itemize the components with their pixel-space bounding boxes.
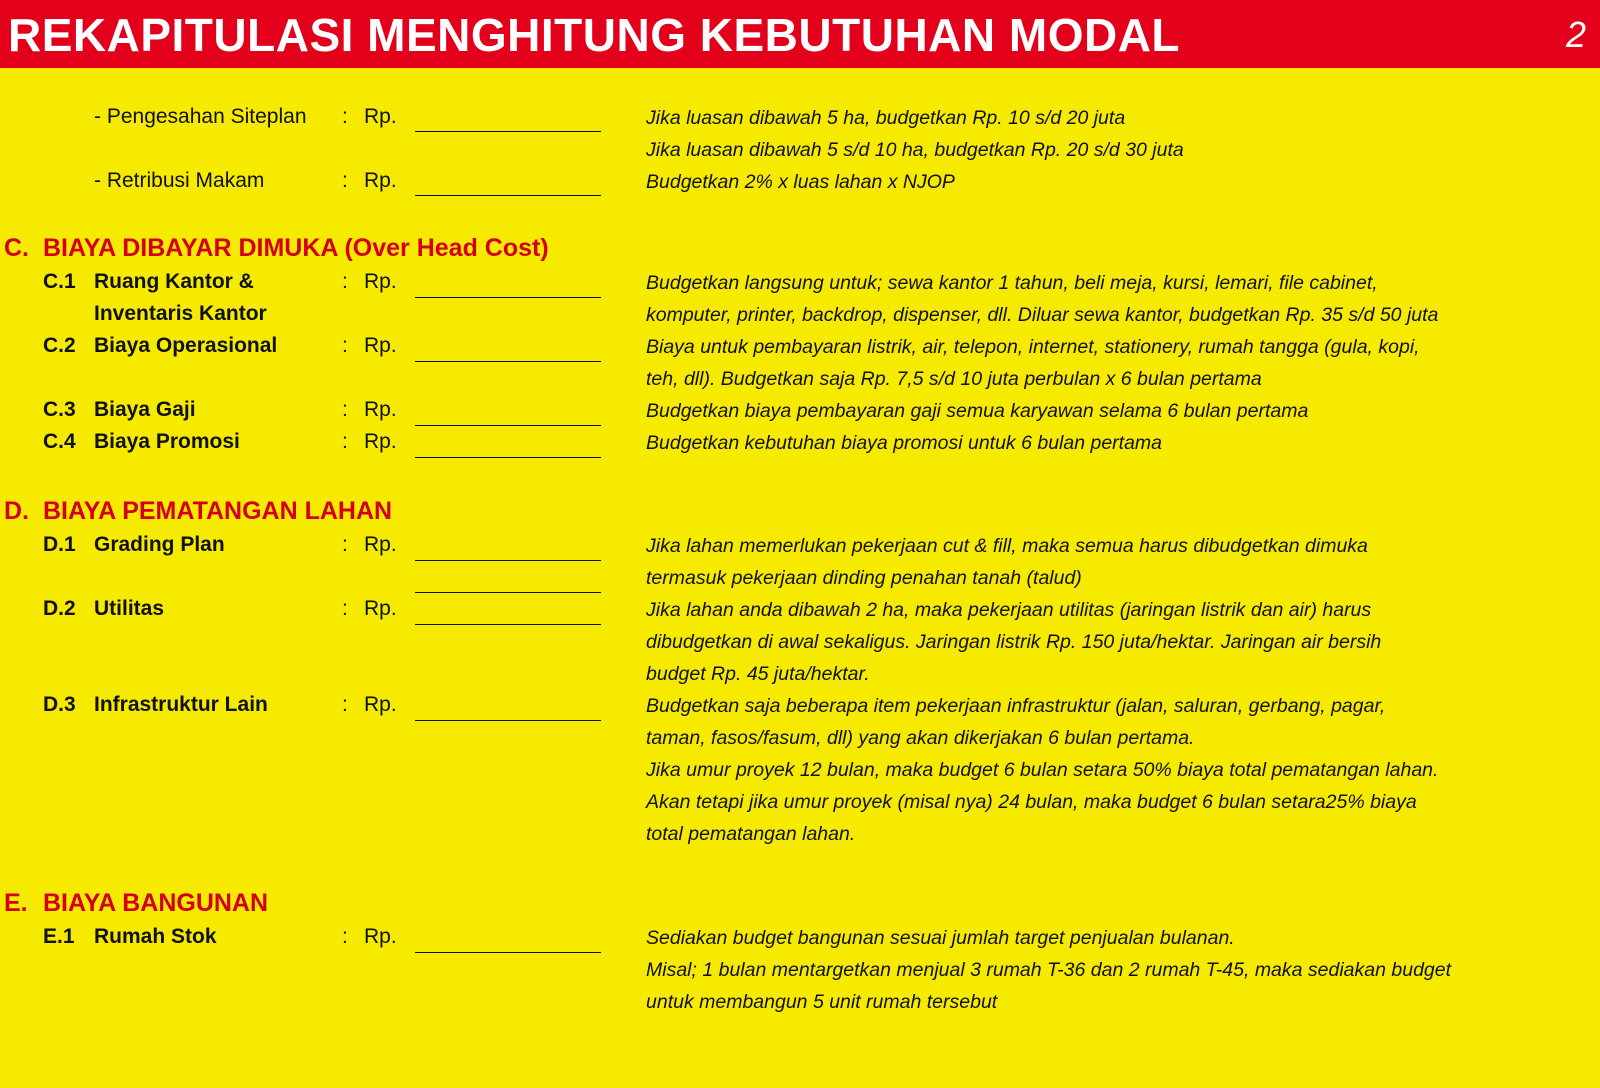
colon: :: [342, 105, 348, 128]
note-line: Budgetkan langsung untuk; sewa kantor 1 tahun, beli meja, kursi, lemari, file cabinet,: [646, 272, 1378, 294]
colon: :: [342, 597, 348, 620]
amount-blank-line[interactable]: [415, 425, 601, 426]
item-code: C.3: [43, 398, 76, 421]
currency-label: Rp.: [364, 398, 397, 421]
note-line: Budgetkan 2% x luas lahan x NJOP: [646, 171, 955, 193]
item-label: Biaya Gaji: [94, 398, 196, 421]
section-title-e: BIAYA BANGUNAN: [43, 889, 269, 917]
currency-label: Rp.: [364, 105, 397, 128]
colon: :: [342, 533, 348, 556]
item-label: Grading Plan: [94, 533, 225, 556]
colon: :: [342, 169, 348, 192]
amount-blank-line[interactable]: [415, 560, 601, 561]
item-label-pengesahan-siteplan: - Pengesahan Siteplan: [94, 105, 307, 128]
amount-blank-line[interactable]: [415, 297, 601, 298]
note-line: Jika lahan memerlukan pekerjaan cut & fill, maka semua harus dibudgetkan dimuka: [646, 535, 1368, 557]
note-line: Biaya untuk pembayaran listrik, air, telepon, internet, stationery, rumah tangga (gula, kopi,: [646, 336, 1420, 358]
note-line: Jika umur proyek 12 bulan, maka budget 6 bulan setara 50% biaya total pematangan lahan.: [646, 759, 1439, 781]
amount-blank-line[interactable]: [415, 624, 601, 625]
page-title: REKAPITULASI MENGHITUNG KEBUTUHAN MODAL: [8, 9, 1181, 61]
note-line: Budgetkan saja beberapa item pekerjaan infrastruktur (jalan, saluran, gerbang, pagar,: [646, 695, 1386, 717]
note-line: komputer, printer, backdrop, dispenser, dll. Diluar sewa kantor, budgetkan Rp. 35 s/d 50 juta: [646, 304, 1439, 326]
note-line: budget Rp. 45 juta/hektar.: [646, 663, 870, 685]
header-bar: [0, 0, 1600, 68]
currency-label: Rp.: [364, 925, 397, 948]
note-line: dibudgetkan di awal sekaligus. Jaringan listrik Rp. 150 juta/hektar. Jaringan air bersih: [646, 631, 1382, 653]
note-line: Sediakan budget bangunan sesuai jumlah target penjualan bulanan.: [646, 927, 1235, 949]
note-line: Budgetkan kebutuhan biaya promosi untuk 6 bulan pertama: [646, 432, 1163, 454]
amount-blank-line[interactable]: [415, 720, 601, 721]
colon: :: [342, 334, 348, 357]
note-line: Misal; 1 bulan mentargetkan menjual 3 rumah T-36 dan 2 rumah T-45, maka sediakan budget: [646, 959, 1452, 981]
section-title-c: BIAYA DIBAYAR DIMUKA (Over Head Cost): [43, 234, 549, 262]
colon: :: [342, 398, 348, 421]
note-line: taman, fasos/fasum, dll) yang akan dikerjakan 6 bulan pertama.: [646, 727, 1195, 749]
item-code: E.1: [43, 925, 75, 948]
item-label: Biaya Operasional: [94, 334, 278, 357]
currency-label: Rp.: [364, 597, 397, 620]
currency-label: Rp.: [364, 430, 397, 453]
note-line: Jika lahan anda dibawah 2 ha, maka pekerjaan utilitas (jaringan listrik dan air) harus: [646, 599, 1372, 621]
note-line: Jika luasan dibawah 5 s/d 10 ha, budgetkan Rp. 20 s/d 30 juta: [646, 139, 1184, 161]
item-code: D.2: [43, 597, 76, 620]
currency-label: Rp.: [364, 533, 397, 556]
item-label: Infrastruktur Lain: [94, 693, 268, 716]
item-code: D.3: [43, 693, 76, 716]
note-line: Budgetkan biaya pembayaran gaji semua karyawan selama 6 bulan pertama: [646, 400, 1309, 422]
amount-blank-line[interactable]: [415, 457, 601, 458]
colon: :: [342, 430, 348, 453]
item-label: Rumah Stok: [94, 925, 217, 948]
note-line: untuk membangun 5 unit rumah tersebut: [646, 991, 998, 1013]
page-number: 2: [1565, 14, 1586, 55]
colon: :: [342, 693, 348, 716]
note-line: total pematangan lahan.: [646, 823, 856, 845]
item-code: C.4: [43, 430, 76, 453]
section-code-c: C.: [4, 234, 29, 262]
note-line: Akan tetapi jika umur proyek (misal nya) 24 bulan, maka budget 6 bulan setara25% biaya: [646, 791, 1417, 813]
currency-label: Rp.: [364, 169, 397, 192]
colon: :: [342, 270, 348, 293]
item-code: C.2: [43, 334, 76, 357]
currency-label: Rp.: [364, 693, 397, 716]
section-code-e: E.: [4, 889, 28, 917]
colon: :: [342, 925, 348, 948]
item-label-retribusi-makam: - Retribusi Makam: [94, 169, 265, 192]
amount-blank-line[interactable]: [415, 592, 601, 593]
amount-blank-line[interactable]: [415, 131, 601, 132]
item-code: C.1: [43, 270, 76, 293]
amount-blank-line[interactable]: [415, 361, 601, 362]
amount-blank-line[interactable]: [415, 952, 601, 953]
item-label: Utilitas: [94, 597, 165, 620]
item-code: D.1: [43, 533, 76, 556]
item-label: Biaya Promosi: [94, 430, 240, 453]
item-label: Ruang Kantor &: [94, 270, 254, 293]
currency-label: Rp.: [364, 270, 397, 293]
item-label: Inventaris Kantor: [94, 302, 267, 325]
note-line: termasuk pekerjaan dinding penahan tanah (talud): [646, 567, 1082, 589]
currency-label: Rp.: [364, 334, 397, 357]
amount-blank-line[interactable]: [415, 195, 601, 196]
section-code-d: D.: [4, 497, 29, 525]
note-line: Jika luasan dibawah 5 ha, budgetkan Rp. 10 s/d 20 juta: [646, 107, 1126, 129]
note-line: teh, dll). Budgetkan saja Rp. 7,5 s/d 10 juta perbulan x 6 bulan pertama: [646, 368, 1262, 390]
section-title-d: BIAYA PEMATANGAN LAHAN: [43, 497, 393, 525]
